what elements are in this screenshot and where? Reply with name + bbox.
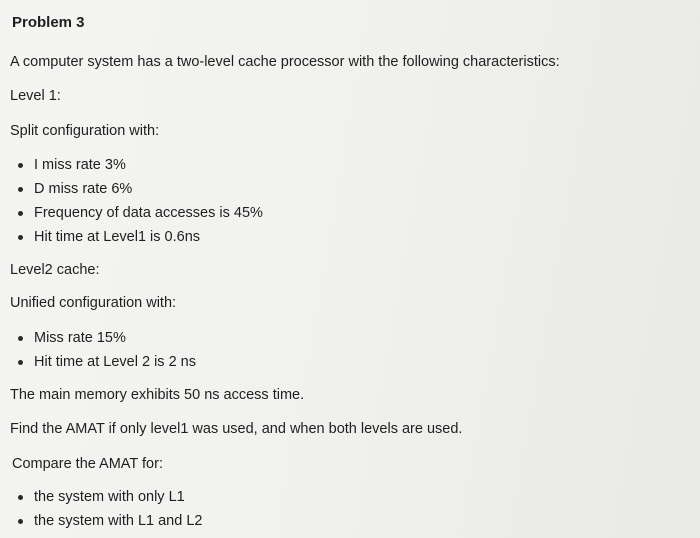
bullet-icon [18, 495, 23, 500]
bullet-icon [18, 360, 23, 365]
list-item [14, 153, 263, 177]
main-memory-text: The main memory exhibits 50 ns access time. [10, 387, 305, 403]
bullet-icon [18, 187, 23, 192]
level1-characteristics-list [14, 153, 263, 249]
list-item [14, 225, 263, 249]
list-item [14, 485, 202, 509]
compare-heading: Compare the AMAT for: [12, 456, 163, 472]
level1-config-label: Split configuration with: [10, 123, 160, 139]
list-item-text: Miss rate 15% [34, 330, 126, 346]
bullet-icon [18, 163, 23, 168]
find-amat-text: Find the AMAT if only level1 was used, and when both levels are used. [10, 421, 463, 437]
list-item-text: D miss rate 6% [34, 181, 133, 197]
level2-heading: Level2 cache: [10, 262, 100, 278]
problem-intro: A computer system has a two-level cache processor with the following characteristics: [10, 54, 560, 70]
level1-heading: Level 1: [10, 88, 61, 104]
bullet-icon [18, 211, 23, 216]
bullet-icon [18, 336, 23, 341]
list-item [14, 326, 196, 350]
bullet-icon [18, 519, 23, 524]
problem-title: Problem 3 [12, 14, 85, 31]
list-item [14, 201, 263, 225]
bullet-icon [18, 235, 23, 240]
level2-characteristics-list [14, 326, 196, 374]
list-item-text: I miss rate 3% [34, 157, 126, 173]
compare-list [14, 485, 202, 533]
list-item [14, 509, 202, 533]
list-item-text: the system with L1 and L2 [34, 513, 203, 529]
level2-config-label: Unified configuration with: [10, 295, 177, 311]
list-item-text: Hit time at Level 2 is 2 ns [34, 354, 196, 370]
list-item [14, 350, 196, 374]
list-item-text: the system with only L1 [34, 489, 185, 505]
list-item-text: Hit time at Level1 is 0.6ns [34, 229, 201, 245]
list-item [14, 177, 263, 201]
list-item-text: Frequency of data accesses is 45% [34, 205, 263, 221]
